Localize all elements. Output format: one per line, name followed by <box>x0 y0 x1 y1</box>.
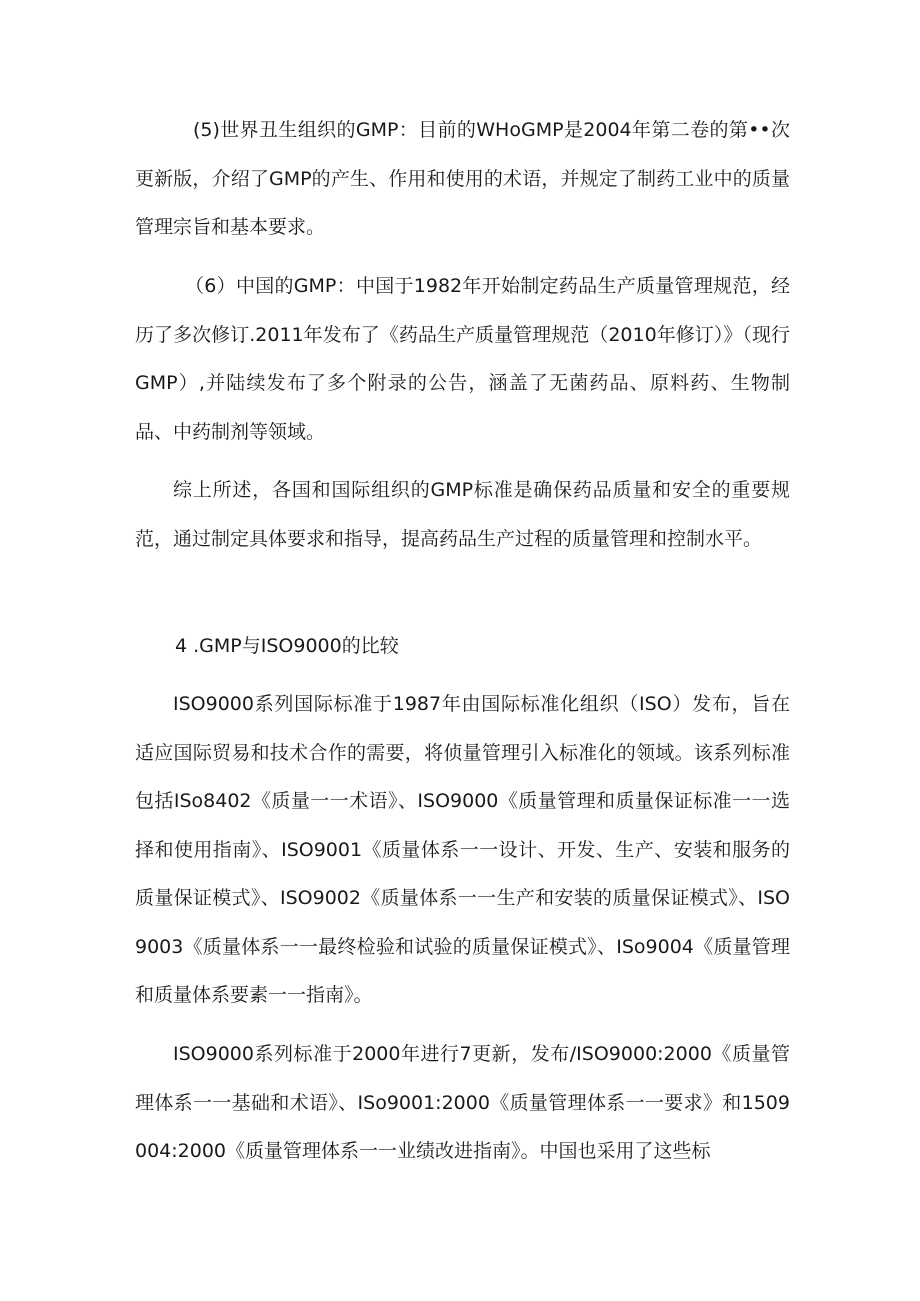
paragraph-iso9000-update: ISO9000系列标准于2000年进行7更新，发布/ISO9000:2000《质量管理体系一一基础和术语》、ISo9001:2000《质量管理体系一一要求》和1509004:2000《质量管理体系一一业绩改进指南》。中国也采用了这些标 <box>135 1043 790 1162</box>
section-heading-gmp-iso9000: 4 .GMP与ISO9000的比较 <box>175 635 399 657</box>
paragraph-china-gmp: （6）中国的GMP：中国于1982年开始制定药品生产质量管理规范，经历了多次修订.2011年发布了《药品生产质量管理规范（2010年修订）》（现行GMP）,并陆续发布了多个附录的公告，涵盖了无菌药品、原料药、生物制品、中药制剂等领域。 <box>135 275 790 443</box>
paragraph-summary: 综上所述，各国和国际组织的GMP标准是确保药品质量和安全的重要规范，通过制定具体要求和指导，提高药品生产过程的质量管理和控制水平。 <box>135 479 790 550</box>
paragraph-iso9000-intro: ISO9000系列国际标准于1987年由国际标准化组织（ISO）发布，旨在适应国际贸易和技术合作的需要，将侦量管理引入标准化的领域。该系列标准包括ISo8402《质量一一术语》、ISO9000《质量管理和质量保证标准一一选择和使用指南》、ISO9001《质量体系一一设计、开发、生产、安装和服务的质量保证模式》、ISO9002《质量体系一一生产和安装的质量保证模式》、ISO9003《质量体系一一最终检验和试验的质量保证模式》、ISo9004《质量管理和质量体系要素一一指南》。 <box>135 693 790 1006</box>
paragraph-who-gmp: (5)世界丑生组织的GMP：目前的WHoGMP是2004年第二卷的第••次更新版，介绍了GMP的产生、作用和使用的术语，并规定了制药工业中的质量管理宗旨和基本要求。 <box>135 119 790 238</box>
